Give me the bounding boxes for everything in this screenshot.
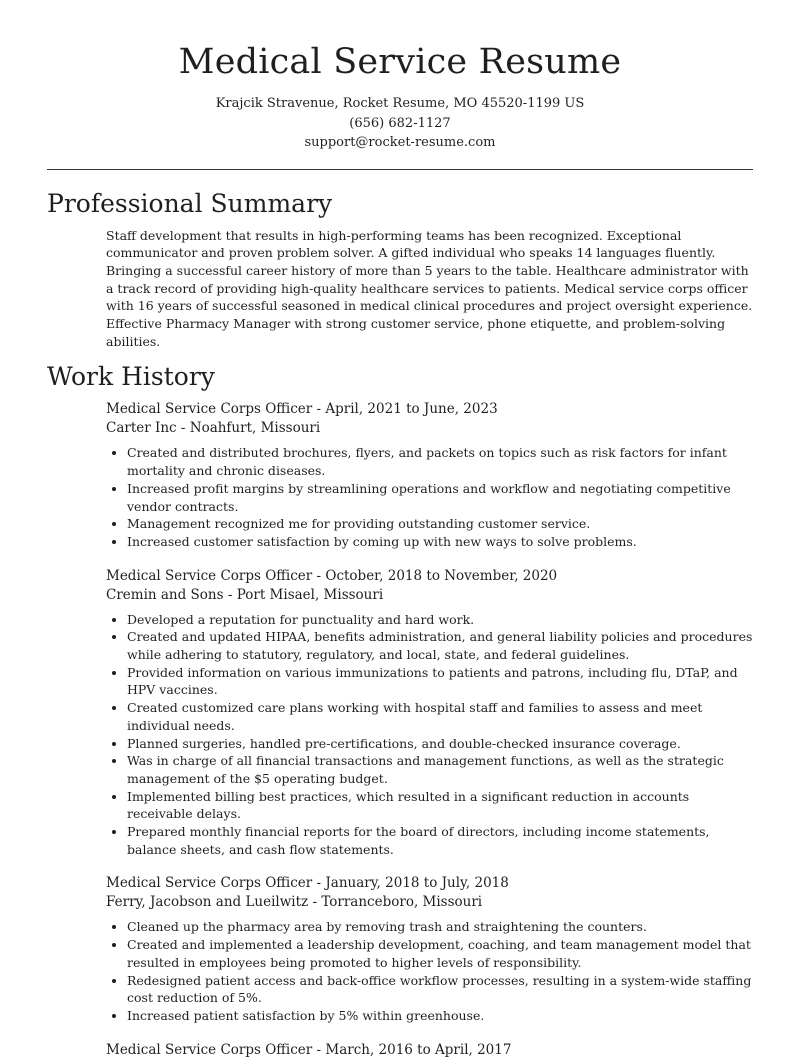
job-company-line: Cremin and Sons - Port Misael, Missouri [106,586,384,603]
job-duty-item: • Management recognized me for providing outstanding customer service. [127,515,753,533]
job-duty-item: • Increased customer satisfaction by coming up with new ways to solve problems. [127,533,753,551]
job-title-line: Medical Service Corps Officer - April, 2021 to June, 2023 [106,401,498,418]
job-title-line: Medical Service Corps Officer - March, 2016 to April, 2017 [106,1041,512,1058]
work-history-section [0,360,800,1059]
job-list [0,400,800,1059]
contact-block [0,94,800,153]
job-company-line: Carter Inc - Noahfurt, Missouri [106,420,321,437]
job-duty-item: • Increased profit margins by streamlining operations and workflow and negotiating competitive vendor contracts. [127,480,753,515]
job-duty-item: • Increased patient satisfaction by 5% within greenhouse. [127,1007,753,1025]
job-duty-item: • Provided information on various immunizations to patients and patrons, including flu, DTaP, and HPV vaccines. [127,664,753,699]
job-duty-item: • Implemented billing best practices, which resulted in a significant reduction in accounts receivable delays. [127,788,753,823]
job-title-line: Medical Service Corps Officer - January, 2018 to July, 2018 [106,875,509,892]
header-divider [47,169,753,170]
job-duty-item: • Prepared monthly financial reports for the board of directors, including income statements, balance sheets, and cash flow statements. [127,823,753,858]
summary-heading: Professional Summary [47,188,333,218]
job-dates: April, 2021 to June, 2023 [325,401,498,418]
job-duty-item: • Cleaned up the pharmacy area by removing trash and straightening the counters. [127,918,753,936]
job-dates: October, 2018 to November, 2020 [325,567,558,584]
job-entry [106,400,753,550]
resume-name: Medical Service Resume [178,42,622,82]
contact-email: support@rocket-resume.com [304,135,496,150]
job-location: Torranceboro, Missouri [321,894,483,911]
contact-phone: (656) 682-1127 [349,115,451,131]
job-company: Ferry, Jacobson and Lueilwitz [106,894,309,911]
job-duty-item: • Developed a reputation for punctuality and hard work. [127,611,753,629]
job-duty-item: • Created and distributed brochures, flyers, and packets on topics such as risk factors for infant mortality and chronic diseases. [127,444,753,479]
summary-section [0,187,800,351]
job-entry [106,567,753,859]
job-company-line: Ferry, Jacobson and Lueilwitz - Torranceboro, Missouri [106,894,483,911]
job-duty-item: • Created and implemented a leadership development, coaching, and team management model that resulted in employees being promoted to higher levels of responsibility. [127,936,753,971]
job-location: Noahfurt, Missouri [189,420,321,437]
job-title: Medical Service Corps Officer [106,567,313,584]
job-duty-item: • Planned surgeries, handled pre-certifications, and double-checked insurance coverage. [127,735,753,753]
job-location: Port Misael, Missouri [236,586,384,603]
job-duty-item: • Created customized care plans working with hospital staff and families to assess and meet individual needs. [127,699,753,734]
work-history-heading: Work History [47,362,215,392]
job-company: Cremin and Sons [106,586,224,603]
job-duty-item: • Redesigned patient access and back-office workflow processes, resulting in a system-wide staffing cost reduction of 5%. [127,972,753,1007]
job-title: Medical Service Corps Officer [106,401,313,418]
job-duty-item: • Was in charge of all financial transactions and management functions, as well as the strategic management of the $5 operating budget. [127,752,753,787]
job-entry [106,1041,753,1060]
job-duties-list [106,611,753,859]
job-duties-list [106,444,753,550]
job-company: Carter Inc [106,420,177,437]
job-duty-item: • Created and updated HIPAA, benefits administration, and general liability policies and procedures while adhering to statutory, regulatory, and local, state, and federal guidelines. [127,628,753,663]
job-title-line: Medical Service Corps Officer - October, 2018 to November, 2020 [106,567,558,584]
job-dates: January, 2018 to July, 2018 [325,875,509,892]
contact-address: Krajcik Stravenue, Rocket Resume, MO 45520-1199 US [215,96,585,111]
job-dates: March, 2016 to April, 2017 [325,1041,512,1058]
job-duties-list [106,918,753,1024]
job-entry [106,874,753,1024]
job-title: Medical Service Corps Officer [106,875,313,892]
summary-text: Staff development that results in high-performing teams has been recognized. Exceptional communicator and proven problem solver. A gifted individual who speaks 14 languages fluently. Bringing a successful career history of more than 5 years to the table. Healthcare administrator with a track record of providing high-quality healthcare services to patients. Medical service corps officer with 16 years of successful seasoned in medical clinical procedures and project oversight experience. Effective Pharmacy Manager with strong customer service, phone etiquette, and problem-solving abilities. [106,227,753,349]
job-title: Medical Service Corps Officer [106,1041,313,1058]
resume-header [0,0,800,153]
